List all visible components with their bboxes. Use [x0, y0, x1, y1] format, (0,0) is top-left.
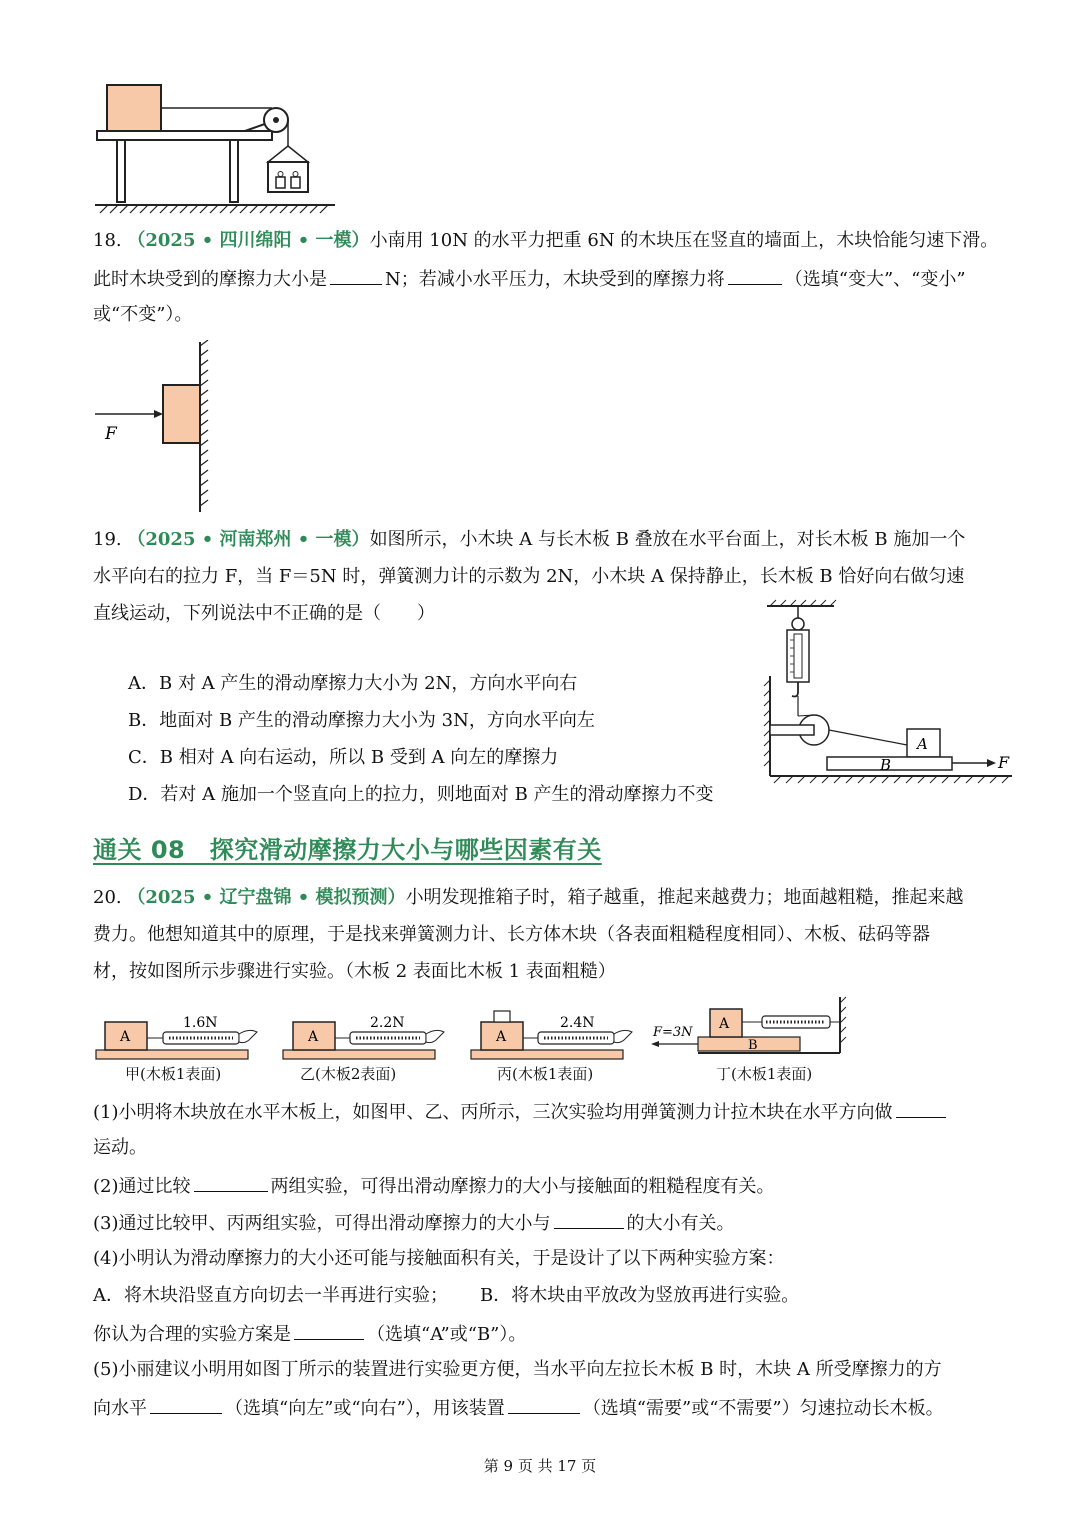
wall-block-figure — [92, 340, 222, 515]
experiment-figure-yi — [280, 1010, 450, 1062]
q20-p5: (5)小丽建议小明用如图丁所示的装置进行实验更方便，当水平向左拉长木板 B 时，木块 A 所受摩擦力的方 — [93, 1359, 942, 1380]
answer-blank[interactable] — [896, 1101, 946, 1118]
answer-blank[interactable] — [330, 268, 382, 285]
answer-blank[interactable] — [554, 1212, 624, 1229]
caption-yi: 乙(木板2表面) — [300, 1065, 397, 1083]
answer-blank[interactable] — [728, 268, 782, 285]
q18-line1: 18. （2025 • 四川绵阳 • 一模）小南用 10N 的水平力把重 6N 的木块压在竖直的墙面上，木块恰能匀速下滑。 — [93, 230, 999, 251]
q20-p1: (1)小明将木块放在水平木板上，如图甲、乙、丙所示，三次实验均用弹簧测力计拉木块在水平方向做 — [93, 1101, 949, 1123]
caption-bing: 丙(木板1表面) — [497, 1065, 594, 1083]
svg-text:1.6N: 1.6N — [183, 1015, 218, 1031]
experiment-figure-jia — [93, 1010, 263, 1062]
svg-text:B: B — [880, 756, 892, 774]
wood-block — [107, 85, 161, 131]
q20-p4: (4)小明认为滑动摩擦力的大小还可能与接触面积有关，于是设计了以下两种实验方案： — [93, 1248, 785, 1269]
q20-p4-options — [93, 1286, 799, 1306]
spring-scale-figure — [762, 598, 1022, 788]
experiment-figure-bing — [468, 1005, 638, 1062]
q19-option-d[interactable]: D．若对 A 施加一个竖直向上的拉力，则地面对 B 产生的滑动摩擦力不变 — [128, 784, 714, 805]
table-pulley-figure — [90, 80, 340, 215]
caption-ding: 丁(木板1表面) — [716, 1065, 813, 1083]
caption-jia: 甲(木板1表面) — [125, 1065, 222, 1083]
answer-blank[interactable] — [150, 1397, 222, 1414]
q20-p4-option-b[interactable]: B．将木块由平放改为竖放再进行实验。 — [480, 1285, 800, 1306]
table-top — [97, 131, 272, 140]
q18-line3: 或“不变”）。 — [93, 304, 193, 325]
section-heading: 通关 08 探究滑动摩擦力大小与哪些因素有关 — [93, 836, 602, 864]
svg-text:2.4N: 2.4N — [560, 1015, 595, 1031]
svg-text:A: A — [308, 1029, 319, 1045]
q20-source: （2025 • 辽宁盘锦 • 模拟预测） — [127, 887, 406, 908]
q20-p4-ask: 你认为合理的实验方案是 （选填“A”或“B”）。 — [93, 1324, 527, 1345]
svg-text:2.2N: 2.2N — [370, 1015, 405, 1031]
answer-blank[interactable] — [194, 1175, 268, 1192]
page-footer: 第 9 页 共 17 页 — [483, 1457, 597, 1475]
q18-source: （2025 • 四川绵阳 • 一模） — [127, 230, 370, 251]
q19-option-b[interactable]: B．地面对 B 产生的滑动摩擦力大小为 3N，方向水平向左 — [128, 710, 595, 731]
q19-line3: 直线运动，下列说法中不正确的是（ ） — [93, 603, 435, 624]
svg-text:A: A — [917, 735, 928, 753]
q20-line2: 费力。他想知道其中的原理，于是找来弹簧测力计、长方体木块（各表面粗糙程度相同）、木板、砝码等器 — [93, 924, 930, 945]
q20-p4-option-a[interactable]: A．将木块沿竖直方向切去一半再进行实验； — [93, 1285, 448, 1306]
q19-source: （2025 • 河南郑州 • 一模） — [127, 529, 370, 550]
answer-blank[interactable] — [508, 1397, 580, 1414]
q19-option-c[interactable]: C．B 相对 A 向右运动，所以 B 受到 A 向左的摩擦力 — [128, 747, 559, 768]
hanging-basket — [268, 162, 308, 192]
q20-p3: (3)通过比较甲、丙两组实验，可得出滑动摩擦力的大小与 的大小有关。 — [93, 1213, 735, 1234]
svg-text:B: B — [748, 1038, 758, 1053]
q20-p5-line2: 向水平 （选填“向左”或“向右”），用该装置 （选填“需要”或“不需要”）匀速拉动长木板。 — [93, 1398, 944, 1419]
svg-text:F: F — [998, 753, 1010, 772]
weight — [494, 1011, 510, 1022]
q20-line3: 材，按如图所示步骤进行实验。（木板 2 表面比木板 1 表面粗糙） — [93, 961, 616, 982]
q18-line2: 此时木块受到的摩擦力大小是 N；若减小水平压力，木块受到的摩擦力将 （选填“变大”、“变小” — [93, 269, 966, 290]
answer-blank[interactable] — [294, 1323, 364, 1340]
svg-text:A: A — [719, 1016, 730, 1032]
wood-block — [163, 385, 200, 443]
q20-line1: 20. （2025 • 辽宁盘锦 • 模拟预测）小明发现推箱子时，箱子越重，推起来越费力；地面越粗糙，推起来越 — [93, 887, 964, 908]
svg-text:F=3N: F=3N — [653, 1025, 693, 1040]
q20-p2: (2)通过比较 两组实验，可得出滑动摩擦力的大小与接触面的粗糙程度有关。 — [93, 1176, 775, 1197]
svg-text:A: A — [496, 1029, 507, 1045]
experiment-figure-ding — [648, 995, 853, 1057]
q19-option-a[interactable]: A．B 对 A 产生的滑动摩擦力大小为 2N，方向水平向右 — [128, 673, 578, 694]
svg-text:A: A — [120, 1029, 131, 1045]
q19-line2: 水平向右的拉力 F，当 F＝5N 时，弹簧测力计的示数为 2N，小木块 A 保持静止，长木板 B 恰好向右做匀速 — [93, 566, 965, 587]
q19-line1: 19. （2025 • 河南郑州 • 一模）如图所示，小木块 A 与长木板 B 叠放在水平台面上，对长木板 B 施加一个 — [93, 529, 966, 550]
q20-p1b: 运动。 — [93, 1137, 147, 1158]
force-label: F — [105, 424, 117, 444]
